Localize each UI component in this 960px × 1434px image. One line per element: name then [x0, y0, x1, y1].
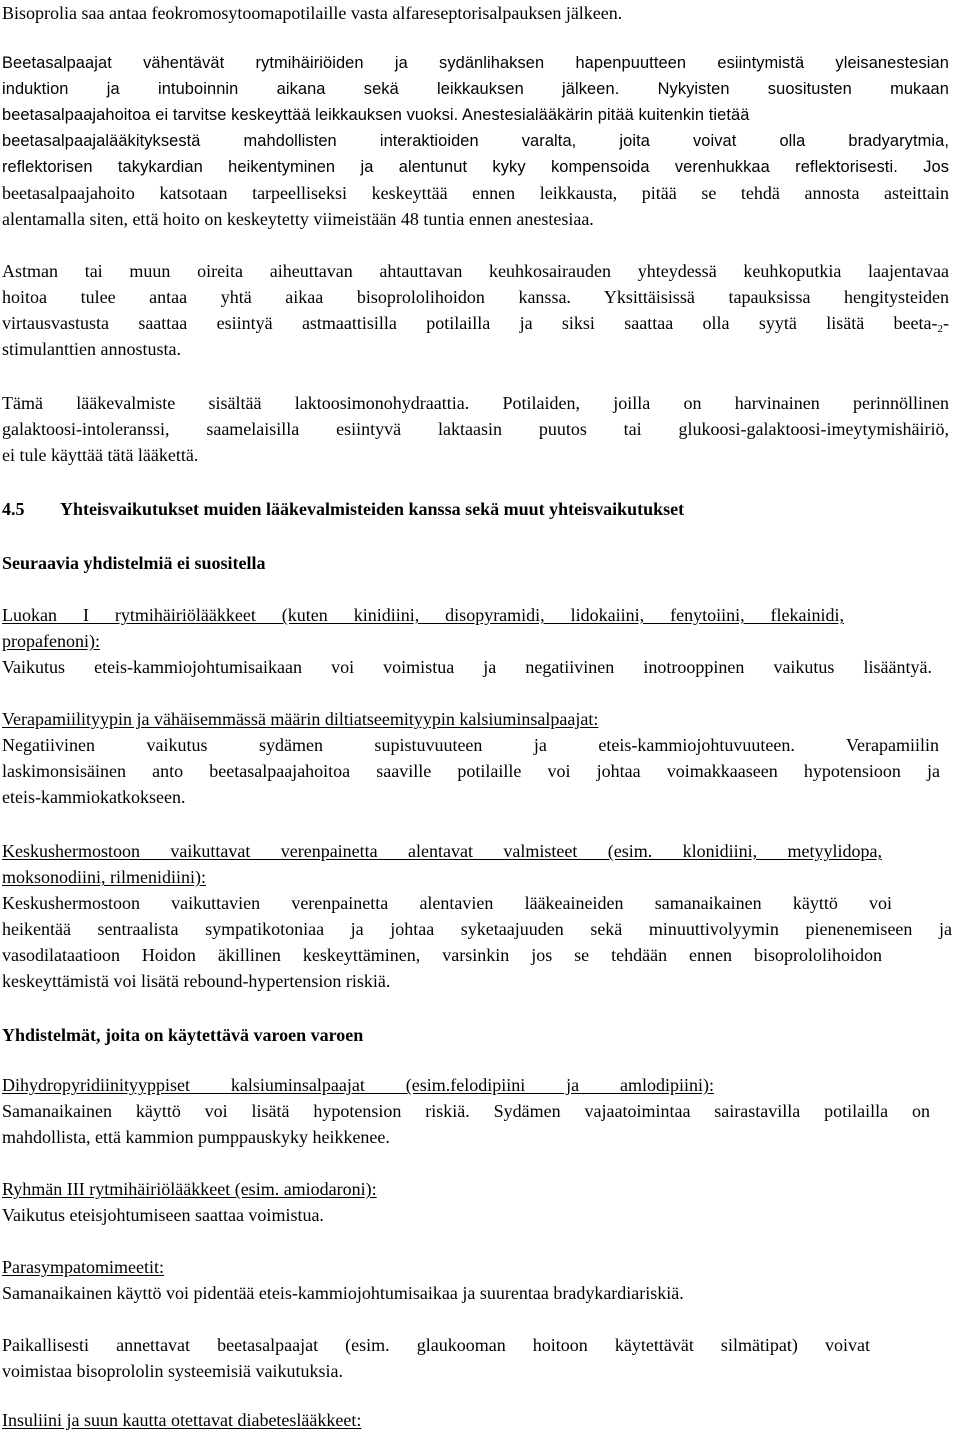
paragraph-line: galaktoosi-intoleranssi, saamelaisilla esiintyvä laktaasin puutos tai glukoosi-galaktoosi-imeytymishäiriö, — [2, 419, 949, 439]
group-title: Verapamiilityypin ja vähäisemmässä määrin diltiatseemityypin kalsiuminsalpaajat: — [2, 709, 599, 729]
group-title: Dihydropyridiinityyppiset kalsiuminsalpaajat (esim.felodipiini ja amlodipiini): — [2, 1075, 714, 1095]
paragraph-line: Bisoprolia saa antaa feokromosytoomapotilaille vasta alfareseptorisalpauksen jälkeen. — [2, 3, 623, 23]
paragraph-line: laskimonsisäinen anto beetasalpaajahoitoa saaville potilaille voi johtaa voimakkaaseen hypotensioon ja — [2, 761, 940, 781]
group-title: Luokan I rytmihäiriölääkkeet (kuten kinidiini, disopyramidi, lidokaiini, fenytoiini, flekainidi, — [2, 605, 844, 625]
paragraph-line: vasodilataatioon Hoidon äkillinen keskeyttäminen, varsinkin jos se tehdään ennen bisoprololihoidon — [2, 945, 882, 965]
paragraph-line: Negatiivinen vaikutus sydämen supistuvuuteen ja eteis-kammiojohtuvuuteen. Verapamiilin — [2, 735, 939, 755]
group-title: Parasympatomimeetit: — [2, 1257, 164, 1277]
paragraph-line: reflektorisen takykardian heikentyminen ja alentunut kyky kompensoida verenhukkaa reflektorisesti. Jos — [2, 158, 950, 176]
paragraph-line: ei tule käyttää tätä lääkettä. — [2, 445, 199, 465]
paragraph-line: stimulanttien annostusta. — [2, 339, 181, 359]
paragraph-line: Beetasalpaajat vähentävät rytmihäiriöiden ja sydänlihaksen hapenpuutteen esiintymistä yleisanestesian — [2, 54, 949, 72]
paragraph-line: Keskushermostoon vaikuttavien verenpainetta alentavien lääkeaineiden samanaikainen käyttö voi — [2, 893, 892, 913]
paragraph-line: Tämä lääkevalmiste sisältää laktoosimonohydraattia. Potilaiden, joilla on harvinainen perinnöllinen — [2, 393, 949, 413]
section-title: Yhteisvaikutukset muiden lääkevalmisteiden kanssa sekä muut yhteisvaikutukset — [60, 499, 685, 519]
paragraph-line: virtausvastusta saattaa esiintyä astmaattisilla potilailla ja siksi saattaa olla syytä lisätä beeta-$_2-$ — [2, 313, 949, 335]
paragraph-line: Paikallisesti annettavat beetasalpaajat (esim. glaukooman hoitoon käytettävät silmätipat) voivat — [2, 1335, 870, 1355]
paragraph-line: hoitoa tulee antaa yhtä aikaa bisoprololihoidon kanssa. Yksittäisissä tapauksissa hengitysteiden — [2, 287, 949, 307]
subscript-2: 2 — [937, 323, 943, 335]
paragraph-line: Vaikutus eteis-kammiojohtumisaikaan voi voimistua ja negatiivinen inotrooppinen vaikutus lisääntyä. — [2, 657, 932, 677]
group-title: Ryhmän III rytmihäiriölääkkeet (esim. amiodaroni): — [2, 1179, 377, 1199]
paragraph-line: beetasalpaajahoito katsotaan tarpeelliseksi keskeyttää ennen leikkausta, pitää se tehdä annosta asteittain — [2, 183, 949, 203]
paragraph-line: heikentää sentraalista sympatikotoniaa ja johtaa syketaajuuden sekä minuuttivolyymin pienenemiseen ja — [2, 919, 952, 939]
group-title: Keskushermostoon vaikuttavat verenpainetta alentavat valmisteet (esim. klonidiini, metyylidopa, — [2, 841, 882, 861]
paragraph-line: beetasalpaajalääkityksestä mahdollisten interaktioiden varalta, joita voivat olla bradyarytmia, — [2, 132, 949, 150]
group-title: Insuliini ja suun kautta otettavat diabeteslääkkeet: — [2, 1410, 362, 1430]
paragraph-line: Samanaikainen käyttö voi lisätä hypotension riskiä. Sydämen vajaatoimintaa sairastavilla potilailla on — [2, 1101, 930, 1121]
paragraph-line: Samanaikainen käyttö voi pidentää eteis-kammiojohtumisaikaa ja suurentaa bradykardiariskiä. — [2, 1283, 684, 1303]
subheading: Yhdistelmät, joita on käytettävä varoen varoen — [2, 1025, 364, 1045]
section-heading — [2, 497, 684, 521]
paragraph-line: alentamalla siten, että hoito on keskeytetty viimeistään 48 tuntia ennen anestesiaa. — [2, 209, 594, 229]
paragraph-line: Astman tai muun oireita aiheuttavan ahtauttavan keuhkosairauden yhteydessä keuhkoputkia laajentavaa — [2, 261, 949, 281]
paragraph-line: beetasalpaajahoitoa ei tarvitse keskeyttää leikkauksen vuoksi. Anestesialääkärin pitää kuitenkin tietää — [2, 106, 750, 124]
subheading: Seuraavia yhdistelmiä ei suositella — [2, 553, 266, 573]
group-title: propafenoni): — [2, 631, 100, 651]
paragraph-line: mahdollista, että kammion pumppauskyky heikkenee. — [2, 1127, 390, 1147]
section-number: 4.5 — [2, 499, 25, 519]
paragraph-line: voimistaa bisoprololin systeemisiä vaikutuksia. — [2, 1361, 343, 1381]
group-title: moksonodiini, rilmenidiini): — [2, 867, 206, 887]
paragraph-line: Vaikutus eteisjohtumiseen saattaa voimistua. — [2, 1205, 324, 1225]
paragraph-line: induktion ja intuboinnin aikana sekä leikkauksen jälkeen. Nykyisten suositusten mukaan — [2, 80, 949, 98]
paragraph-line: eteis-kammiokatkokseen. — [2, 787, 186, 807]
paragraph-line: keskeyttämistä voi lisätä rebound-hypertension riskiä. — [2, 971, 391, 991]
